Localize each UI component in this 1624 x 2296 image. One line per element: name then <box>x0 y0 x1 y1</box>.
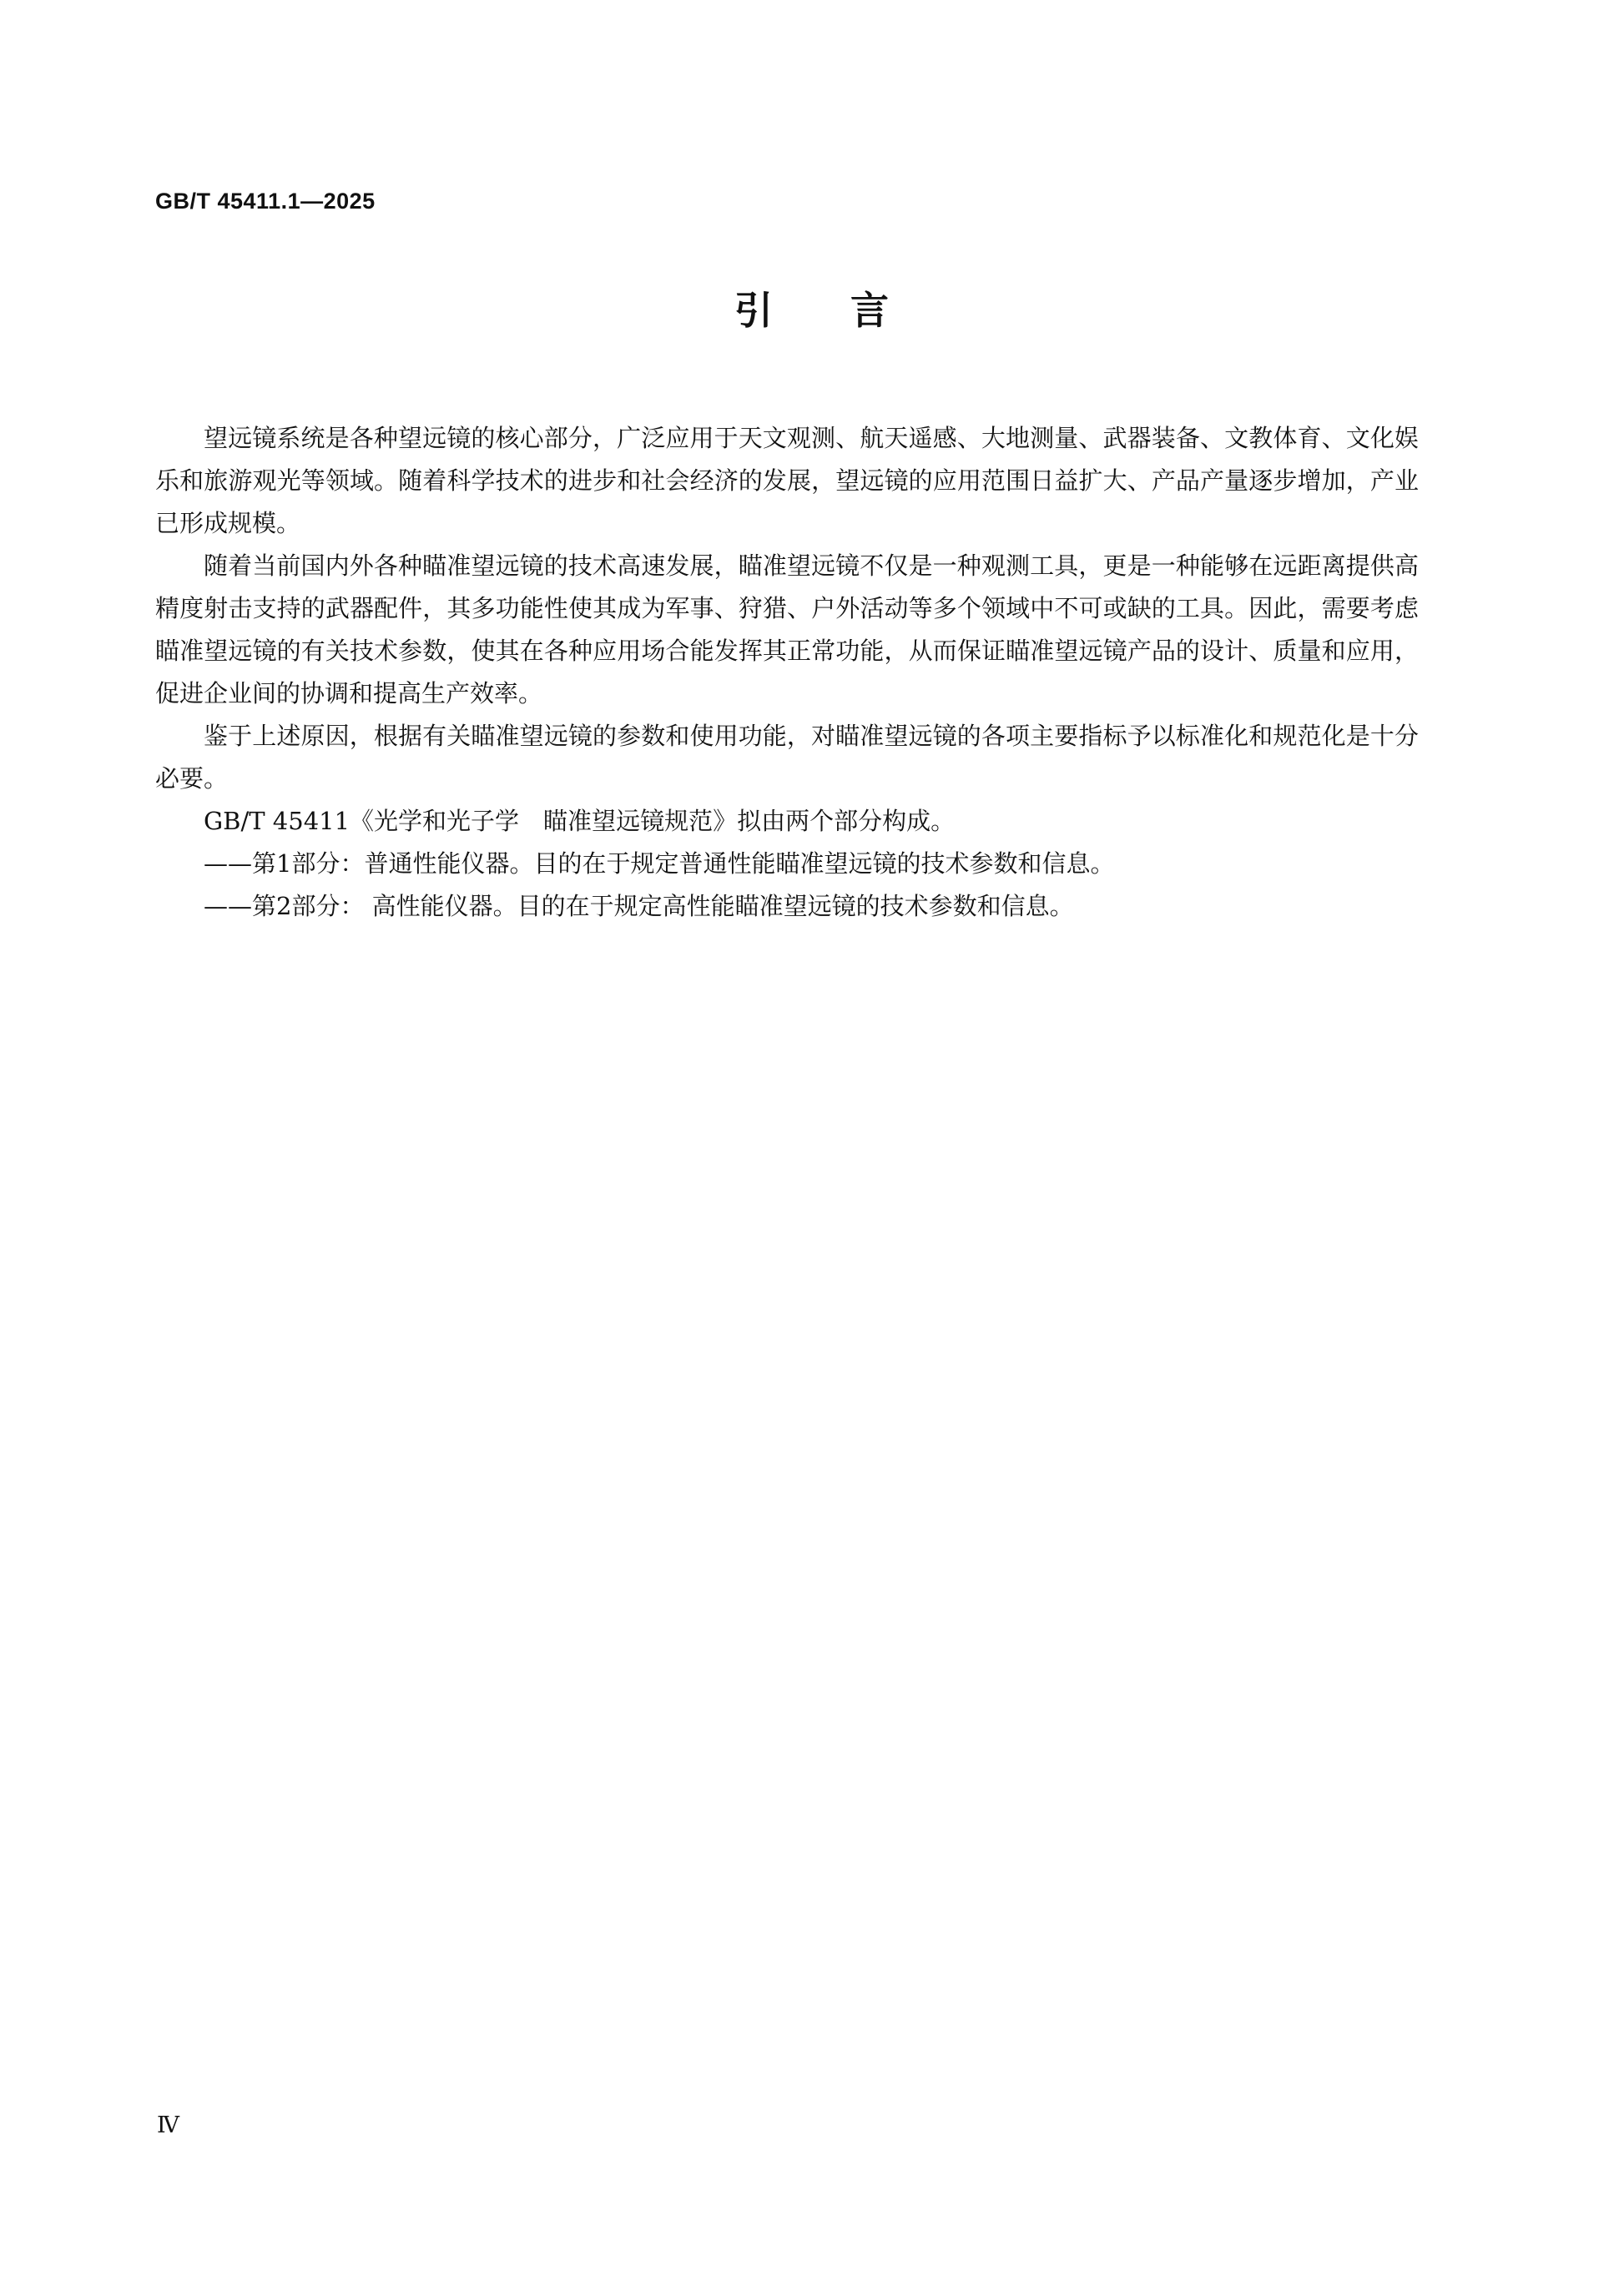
paragraph-4: GB/T 45411《光学和光子学 瞄准望远镜规范》拟由两个部分构成。 <box>204 807 956 835</box>
body-text <box>155 417 1419 928</box>
title-char-2: 言 <box>850 288 890 333</box>
list-item-part-2: ——第2部分： 高性能仪器。目的在于规定高性能瞄准望远镜的技术参数和信息。 <box>204 892 1074 920</box>
list-item-part-1: ——第1部分：普通性能仪器。目的在于规定普通性能瞄准望远镜的技术参数和信息。 <box>204 849 1115 878</box>
page-number: Ⅳ <box>157 2112 179 2138</box>
paragraph-1: 望远镜系统是各种望远镜的核心部分，广泛应用于天文观测、航天遥感、大地测量、武器装备、文教体育、文化娱乐和旅游观光等领域。随着科学技术的进步和社会经济的发展，望远镜的应用范围日益扩大、产品产量逐步增加，产业已形成规模。 <box>155 424 1419 537</box>
standard-code: GB/T 45411.1—2025 <box>155 189 376 214</box>
paragraph-3: 鉴于上述原因，根据有关瞄准望远镜的参数和使用功能，对瞄准望远镜的各项主要指标予以标准化和规范化是十分必要。 <box>155 722 1419 793</box>
title-char-1: 引 <box>734 288 774 333</box>
paragraph-2: 随着当前国内外各种瞄准望远镜的技术高速发展，瞄准望远镜不仅是一种观测工具，更是一种能够在远距离提供高精度射击支持的武器配件，其多功能性使其成为军事、狩猎、户外活动等多个领域中不可或缺的工具。因此，需要考虑瞄准望远镜的有关技术参数，使其在各种应用场合能发挥其正常功能，从而保证瞄准望远镜产品的设计、质量和应用，促进企业间的协调和提高生产效率。 <box>155 551 1419 707</box>
page-title <box>0 280 1624 335</box>
